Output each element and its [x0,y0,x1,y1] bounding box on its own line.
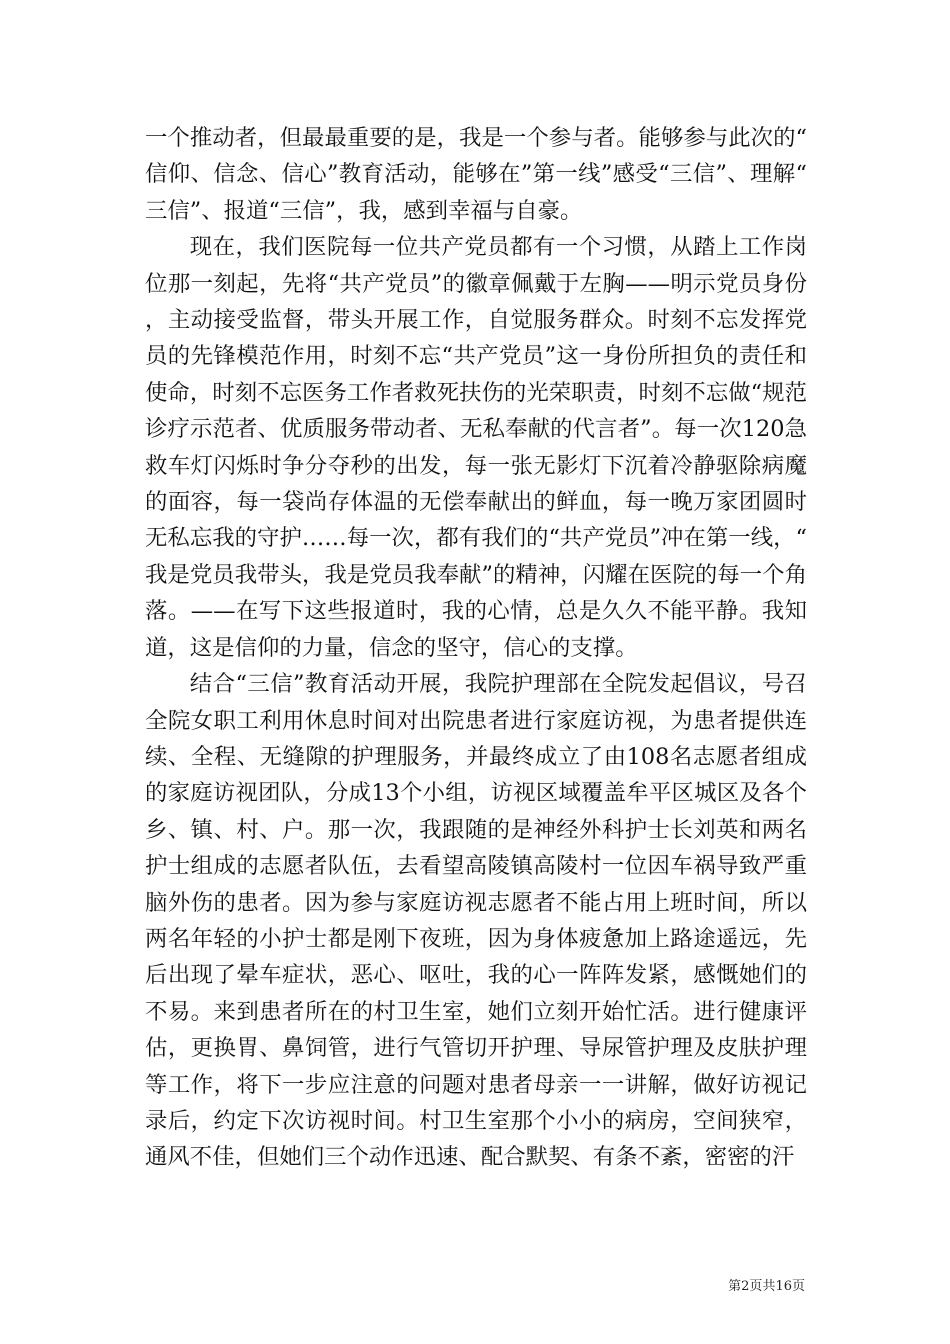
document-body [145,120,807,1176]
footer-middle: 页共 [749,1279,776,1294]
footer-total-pages: 16 [775,1279,792,1294]
footer-current-page: 2 [741,1279,750,1294]
footer-suffix: 页 [791,1279,805,1294]
footer-prefix: 第 [728,1279,742,1294]
page-number-footer [728,1278,805,1296]
paragraph-2: 现在，我们医院每一位共产党员都有一个习惯，从踏上工作岗位那一刻起，先将“共产党员”的徽章佩戴于左胸——明示党员身份，主动接受监督，带头开展工作，自觉服务群众。时刻不忘发挥党员的先锋模范作用，时刻不忘“共产党员”这一身份所担负的责任和使命，时刻不忘医务工作者救死扶伤的光荣职责，时刻不忘做“规范诊疗示范者、优质服务带动者、无私奉献的代言者”。每一次120急救车灯闪烁时争分夺秒的出发，每一张无影灯下沉着冷静驱除病魔的面容，每一袋尚存体温的无偿奉献出的鲜血，每一晚万家团圆时无私忘我的守护……每一次，都有我们的“共产党员”冲在第一线，“我是党员我带头，我是党员我奉献”的精神，闪耀在医院的每一个角落。——在写下这些报道时，我的心情，总是久久不能平静。我知道，这是信仰的力量，信念的坚守，信心的支撑。 [145,234,807,661]
paragraph-3: 结合“三信”教育活动开展，我院护理部在全院发起倡议，号召全院女职工利用休息时间对出院患者进行家庭访视，为患者提供连续、全程、无缝隙的护理服务，并最终成立了由108名志愿者组成的家庭访视团队，分成13个小组，访视区域覆盖牟平区城区及各个乡、镇、村、户。那一次，我跟随的是神经外科护士长刘英和两名护士组成的志愿者队伍，去看望高陵镇高陵村一位因车祸导致严重脑外伤的患者。因为参与家庭访视志愿者不能占用上班时间，所以两名年轻的小护士都是刚下夜班，因为身体疲惫加上路途遥远，先后出现了晕车症状，恶心、呕吐，我的心一阵阵发紧，感慨她们的不易。来到患者所在的村卫生室，她们立刻开始忙活。进行健康评估，更换胃、鼻饲管，进行气管切开护理、导尿管护理及皮肤护理等工作，将下一步应注意的问题对患者母亲一一讲解，做好访视记录后，约定下次访视时间。村卫生室那个小小的病房，空间狭窄，通风不佳，但她们三个动作迅速、配合默契、有条不紊，密密的汗 [145,671,807,1171]
paragraph-1: 一个推动者，但最最重要的是，我是一个参与者。能够参与此次的“信仰、信念、信心”教育活动，能够在”第一线”感受“三信”、理解“三信”、报道“三信”，我，感到幸福与自豪。 [145,125,807,224]
